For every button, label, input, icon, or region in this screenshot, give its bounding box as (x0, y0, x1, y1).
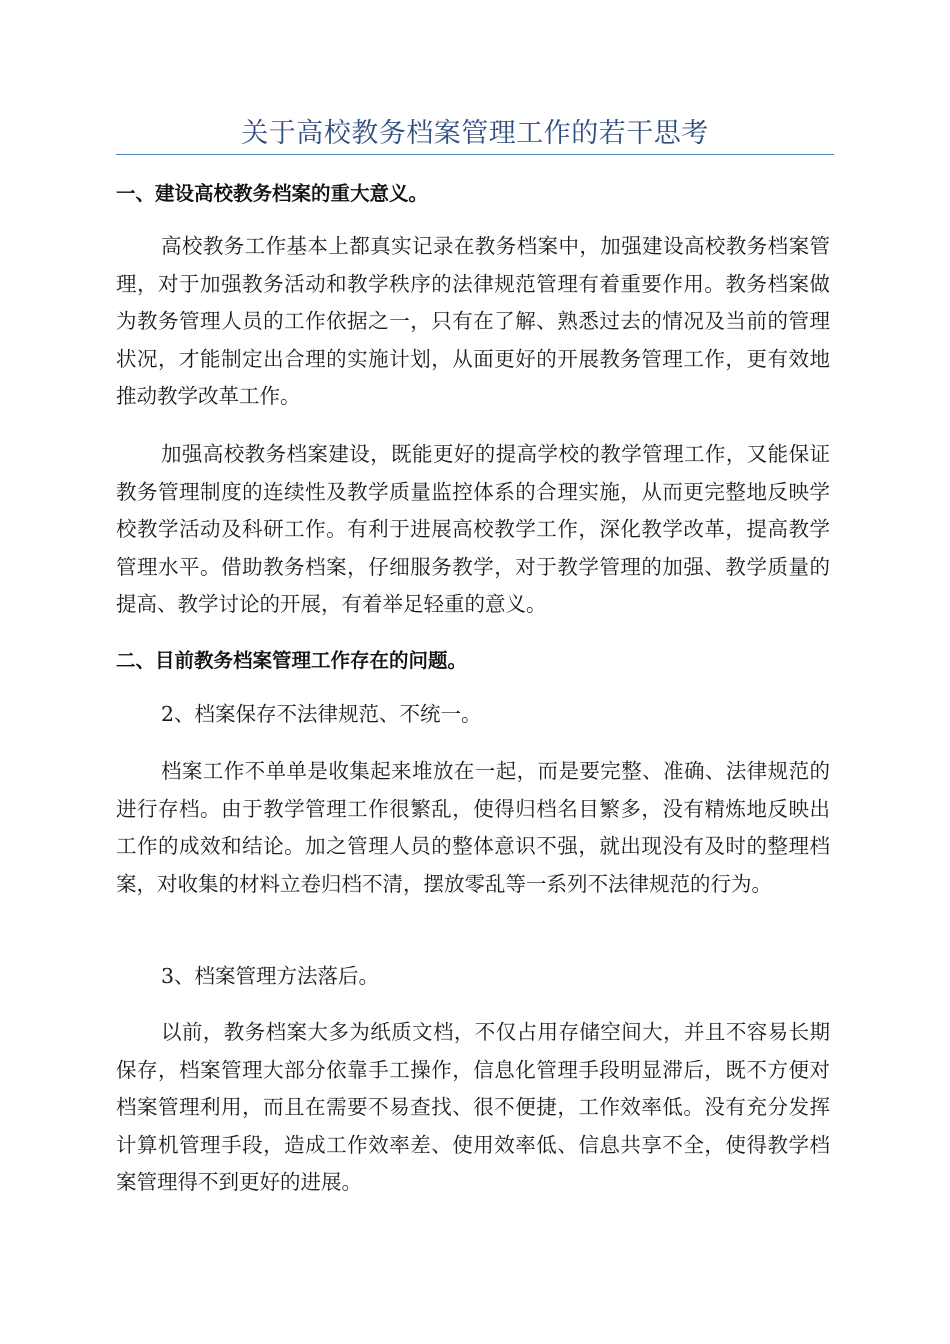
section-1-paragraph-2: 加强高校教务档案建设，既能更好的提高学校的教学管理工作，又能保证教务管理制度的连续性及教学质量监控体系的合理实施，从而更完整地反映学校教学活动及科研工作。有利于进展高校教学工作，深化教学改革，提高教学管理水平。借助教务档案，仔细服务教学，对于教学管理的加强、教学质量的提高、教学讨论的开展，有着举足轻重的意义。 (116, 442, 830, 616)
item-2-paragraph: 档案工作不单单是收集起来堆放在一起，而是要完整、准确、法律规范的进行存档。由于教学管理工作很繁乱，使得归档名目繁多，没有精炼地反映出工作的成效和结论。加之管理人员的整体意识不强，就出现没有及时的整理档案，对收集的材料立卷归档不清，摆放零乱等一系列不法律规范的行为。 (116, 759, 830, 896)
document-title: 关于高校教务档案管理工作的若干思考 (241, 118, 709, 149)
section-1-heading: 一、建设高校教务档案的重大意义。 (116, 182, 429, 205)
item-3-title: 3、档案管理方法落后。 (161, 964, 380, 988)
title-underline (116, 154, 834, 155)
section-1-paragraph-1: 高校教务工作基本上都真实记录在教务档案中，加强建设高校教务档案管理，对于加强教务活动和教学秩序的法律规范管理有着重要作用。教务档案做为教务管理人员的工作依据之一，只有在了解、熟悉过去的情况及当前的管理状况，才能制定出合理的实施计划，从面更好的开展教务管理工作，更有效地推动教学改革工作。 (116, 234, 830, 408)
item-3-paragraph: 以前，教务档案大多为纸质文档，不仅占用存储空间大，并且不容易长期保存，档案管理大部分依靠手工操作，信息化管理手段明显滞后，既不方便对档案管理利用，而且在需要不易查找、很不便捷，工作效率低。没有充分发挥计算机管理手段，造成工作效率差、使用效率低、信息共享不全，使得教学档案管理得不到更好的进展。 (116, 1020, 830, 1194)
item-2-title: 2、档案保存不法律规范、不统一。 (161, 702, 482, 726)
section-2-heading: 二、目前教务档案管理工作存在的问题。 (116, 649, 468, 672)
